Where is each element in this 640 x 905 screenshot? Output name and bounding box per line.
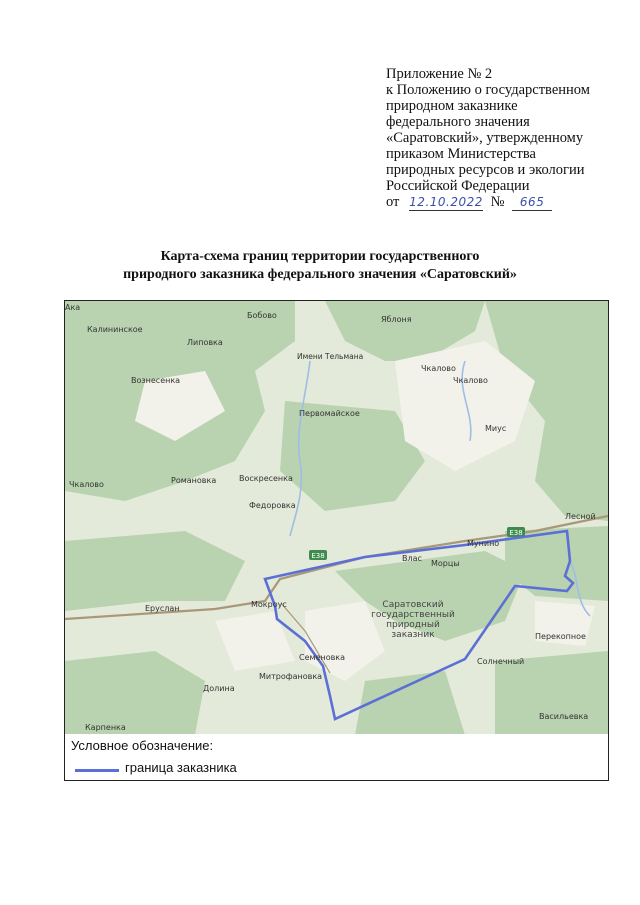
- label-corner: Ака: [65, 303, 81, 312]
- label-yablonya: Яблоня: [381, 315, 412, 324]
- map-title-line-1: Карта-схема границ территории государственного: [160, 249, 480, 264]
- label-lipovka: Липовка: [187, 338, 223, 347]
- label-kalininskoe: Калининское: [87, 325, 143, 334]
- appendix-header: [386, 66, 626, 211]
- map-title-line-2: природного заказника федерального значения «Саратовский»: [123, 267, 517, 282]
- label-semenovka: Семеновка: [299, 653, 346, 662]
- label-voskresenka: Воскресенка: [239, 474, 293, 483]
- road-shield-right-text: Е38: [509, 529, 523, 537]
- label-bobovo: Бобово: [247, 311, 277, 320]
- label-mortsy: Морцы: [431, 559, 460, 568]
- appendix-line-8: Российской Федерации: [386, 178, 530, 194]
- reserve-name-line: заказник: [391, 630, 435, 640]
- label-imeni-telmana: Имени Тельмана: [297, 352, 364, 361]
- appendix-line-6: приказом Министерства: [386, 146, 536, 162]
- road-shield-left: [309, 550, 327, 560]
- label-karpenka: Карпенка: [85, 723, 126, 732]
- label-lesnoy: Лесной: [565, 512, 596, 521]
- label-dolina: Долина: [203, 684, 235, 693]
- label-fedorovka: Федоровка: [249, 501, 296, 510]
- reserve-name-line: природный: [386, 620, 440, 630]
- appendix-line-4: федерального значения: [386, 114, 530, 130]
- handwritten-date: 12.10.2022: [409, 195, 483, 209]
- label-munino: Мунино: [467, 539, 500, 548]
- appendix-date-line: [386, 194, 626, 211]
- legend-boundary-label: граница заказника: [125, 760, 237, 775]
- label-vasilevka: Васильевка: [539, 712, 589, 721]
- legend: [64, 734, 609, 781]
- appendix-line-5: «Саратовский», утвержденному: [386, 130, 584, 146]
- label-chkalovo-ne1: Чкалово: [421, 364, 456, 373]
- label-mitrofanovka: Митрофановка: [259, 672, 323, 681]
- label-perekopnoe: Перекопное: [535, 632, 586, 641]
- label-romanovka: Романовка: [171, 476, 217, 485]
- label-solnechny: Солнечный: [477, 657, 525, 666]
- label-eruslan: Еруслан: [145, 604, 180, 613]
- legend-title: Условное обозначение:: [71, 738, 214, 753]
- appendix-line-7: природных ресурсов и экологии: [386, 162, 585, 178]
- map-svg[interactable]: [65, 301, 608, 735]
- appendix-line-2: к Положению о государственном: [386, 82, 590, 98]
- map-frame[interactable]: [64, 300, 609, 736]
- road-shield-left-text: Е38: [311, 552, 325, 560]
- number-label: №: [490, 194, 505, 210]
- label-chkalovo-w: Чкалово: [69, 480, 104, 489]
- appendix-line-3: природном заказнике: [386, 98, 518, 114]
- road-shield-right: [507, 527, 525, 537]
- reserve-name-line: Саратовский: [382, 600, 444, 610]
- legend-boundary-line: [75, 769, 119, 772]
- reserve-name-line: государственный: [371, 610, 455, 620]
- label-mokrous: Мокроус: [251, 600, 287, 609]
- label-pervomayskoe: Первомайское: [299, 409, 360, 418]
- label-vlas: Влас: [402, 554, 422, 563]
- from-label: от: [386, 194, 400, 210]
- label-voznesenka: Вознесенка: [131, 376, 181, 385]
- handwritten-number: 665: [512, 194, 552, 211]
- appendix-line-1: Приложение № 2: [386, 66, 493, 82]
- label-chkalovo-ne2: Чкалово: [453, 376, 488, 385]
- label-mius: Миус: [485, 424, 507, 433]
